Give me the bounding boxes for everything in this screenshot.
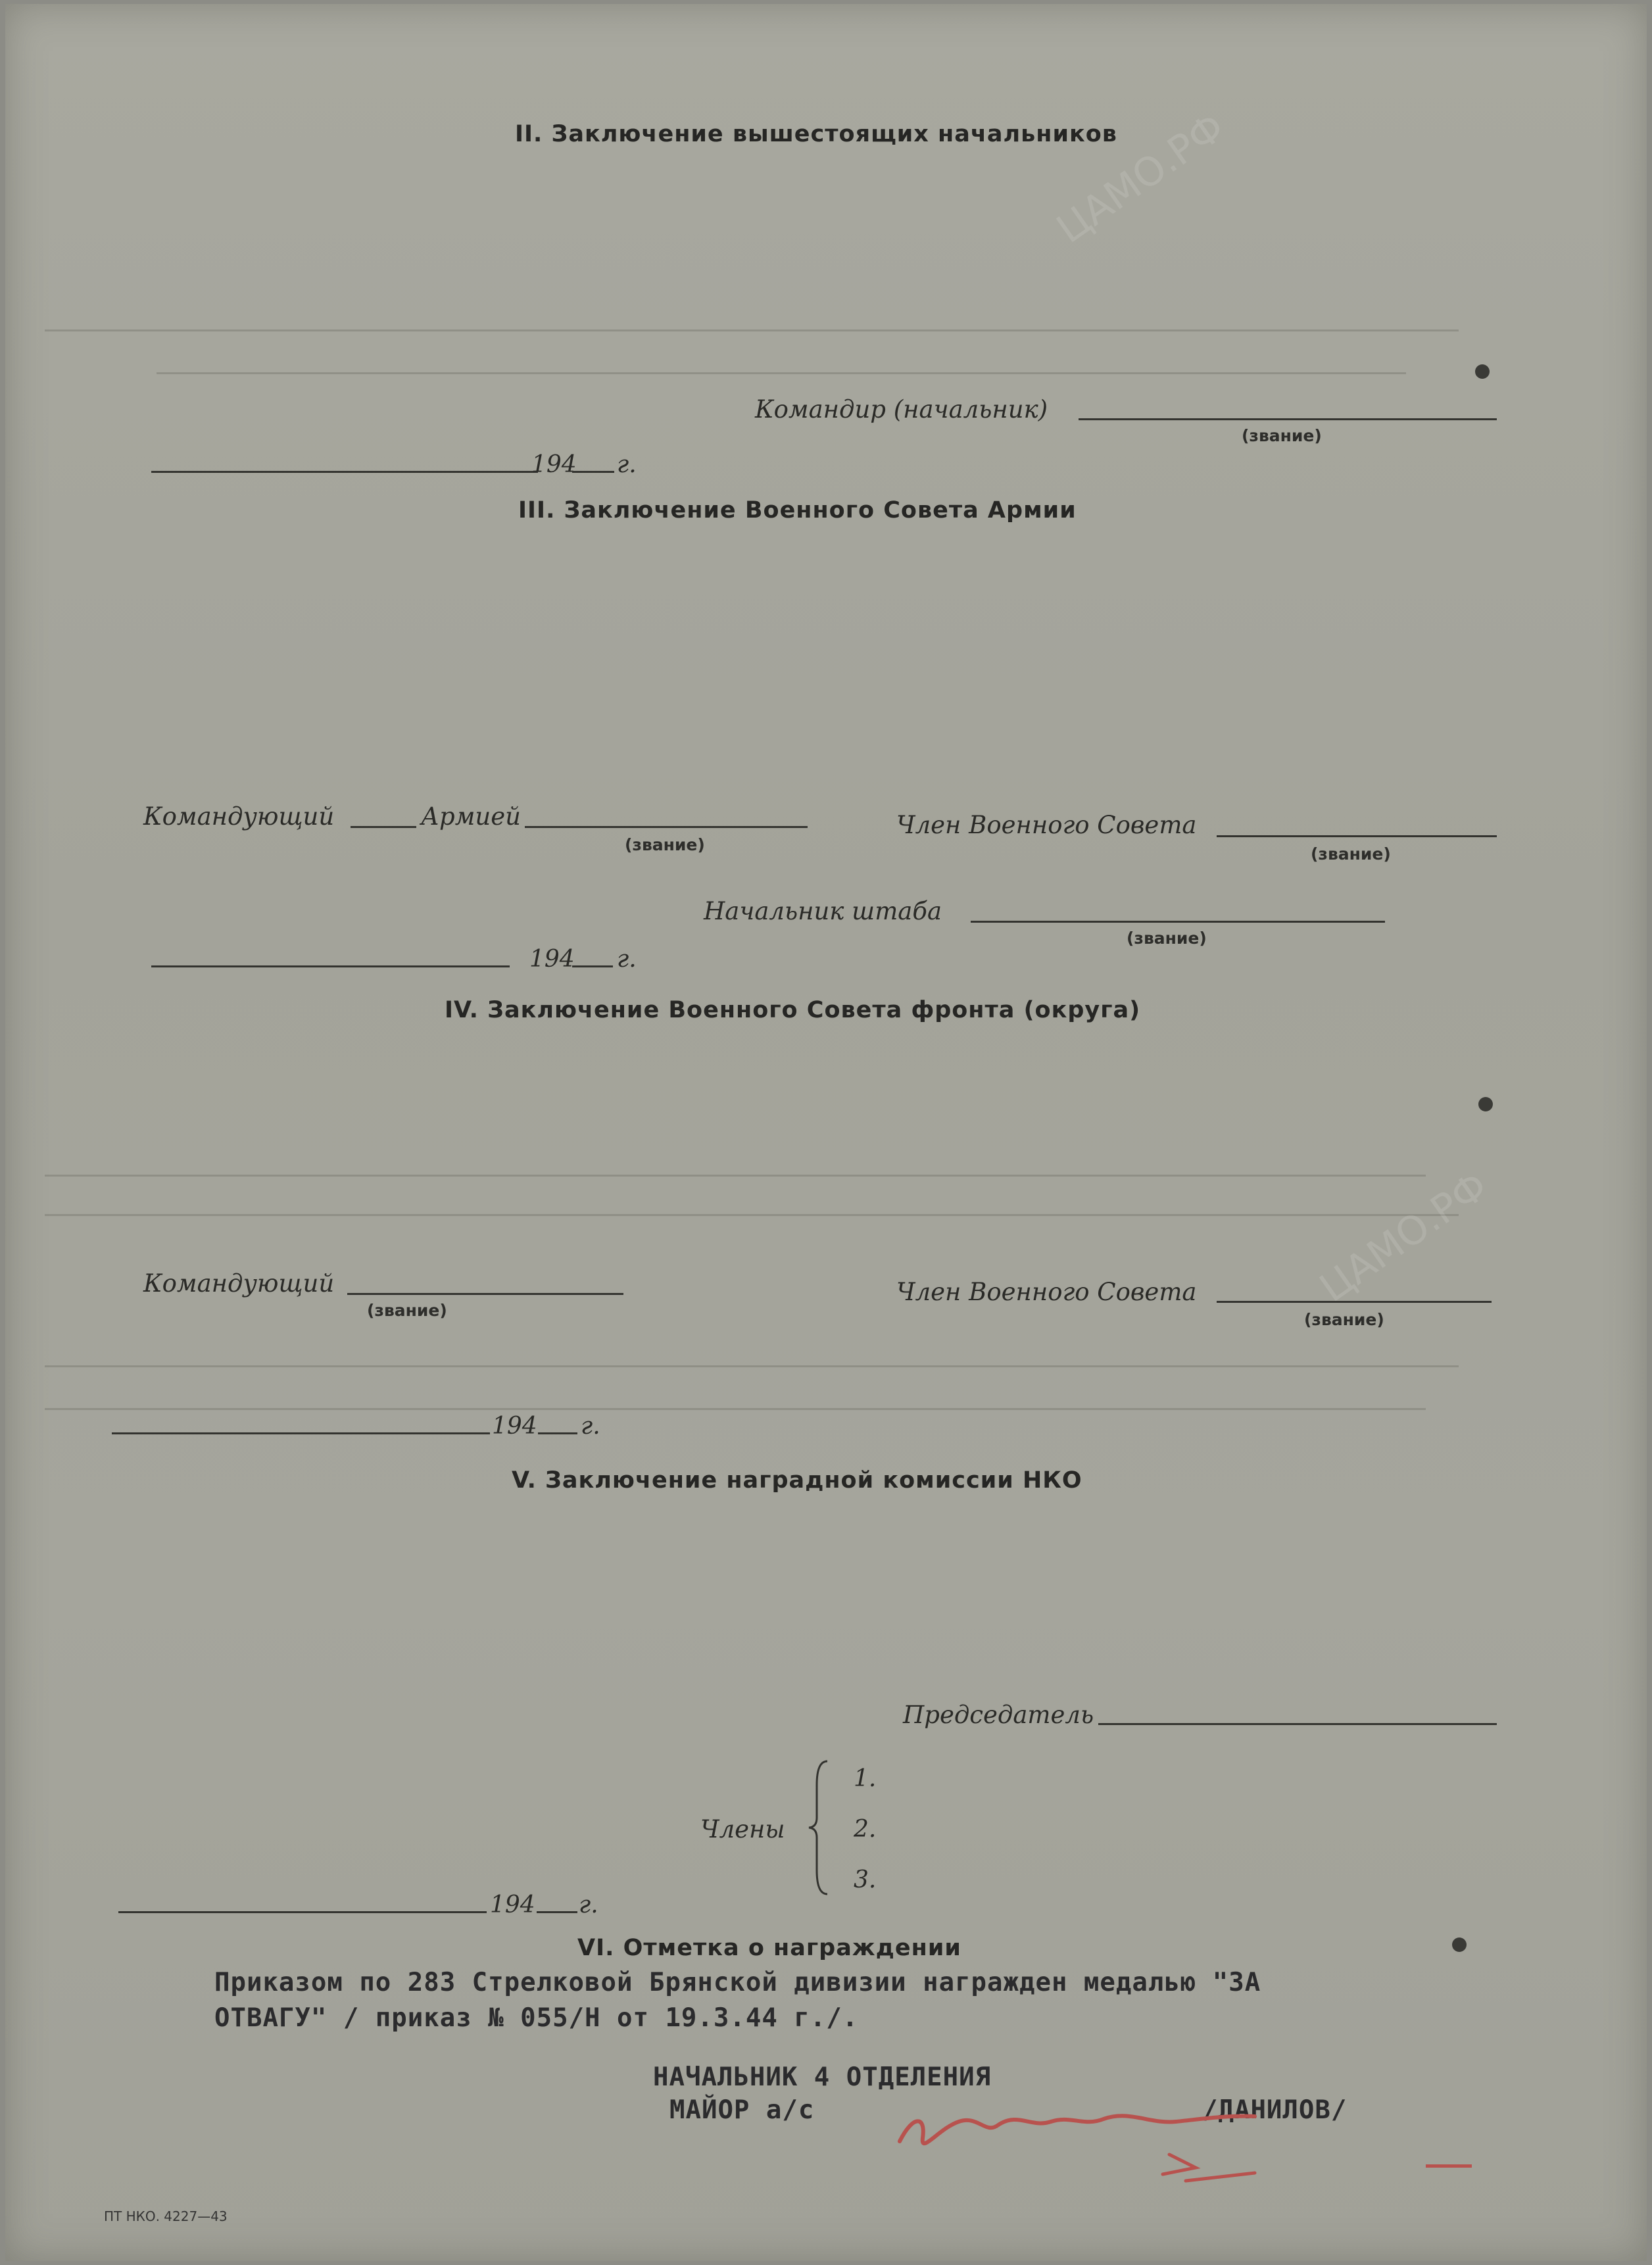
section-4-title: IV. Заключение Военного Совета фронта (округа) [445, 997, 1141, 1023]
rank-caption: (звание) [1127, 929, 1207, 948]
army-rank-line [525, 826, 808, 828]
front-commander-label: Командующий [143, 1269, 335, 1298]
date-year-suffix: г. [617, 451, 637, 478]
section-2-title: II. Заключение вышестоящих начальников [515, 121, 1117, 147]
date-line [151, 471, 538, 473]
chief-of-staff-line [971, 921, 1385, 923]
document-sheet [5, 4, 1647, 2261]
member-number: 3. [854, 1866, 877, 1893]
date-year: 194 [490, 1891, 535, 1918]
bleed-through [45, 1214, 1459, 1216]
officer-rank: МАЙОР а/с [669, 2095, 815, 2125]
military-council-label: Член Военного Совета [896, 811, 1197, 839]
section-6-title: VI. Отметка о награждении [577, 1935, 961, 1961]
chairman-label: Председатель [903, 1701, 1094, 1729]
rank-caption: (звание) [367, 1301, 447, 1320]
rank-caption: (звание) [1242, 426, 1322, 445]
date-line [112, 1432, 490, 1434]
bleed-through [45, 1175, 1426, 1177]
commander-label: Командир (начальник) [755, 395, 1048, 424]
handwritten-signature [887, 2076, 1294, 2201]
section-5-title: V. Заключение наградной комиссии НКО [512, 1467, 1082, 1494]
date-line-short [572, 471, 614, 473]
rank-caption: (звание) [625, 835, 705, 854]
date-year: 194 [531, 451, 577, 478]
rank-caption: (звание) [1304, 1310, 1384, 1329]
red-pencil-mark [1426, 2164, 1472, 2168]
front-commander-line [347, 1293, 623, 1295]
military-council-line [1217, 835, 1497, 837]
bleed-through [157, 372, 1406, 374]
staple-hole [1475, 364, 1490, 379]
chief-of-staff-label: Начальник штаба [704, 897, 942, 925]
rank-caption: (звание) [1311, 844, 1391, 864]
department-head-title: НАЧАЛЬНИК 4 ОТДЕЛЕНИЯ [653, 2062, 992, 2092]
date-line [151, 965, 510, 967]
member-number: 1. [854, 1765, 877, 1792]
bleed-through [45, 1365, 1459, 1367]
award-order-line-1: Приказом по 283 Стрелковой Брянской дивизии награжден медалью "ЗА [214, 1968, 1261, 1997]
watermark-text: ЦАМО.РФ [1311, 1163, 1497, 1311]
commander-line [1079, 418, 1497, 420]
date-year: 194 [529, 946, 575, 973]
watermark-text: ЦАМО.РФ [1048, 104, 1234, 253]
date-line-short [572, 965, 613, 967]
date-year-suffix: г. [581, 1413, 600, 1440]
date-year-suffix: г. [617, 946, 637, 973]
date-line-short [538, 1432, 577, 1434]
staple-hole [1478, 1097, 1493, 1111]
date-line [118, 1911, 487, 1913]
bleed-through [45, 329, 1459, 331]
members-brace [806, 1759, 833, 1897]
front-council-line [1217, 1301, 1492, 1303]
army-label: Армией [421, 802, 521, 831]
front-council-label: Член Военного Совета [896, 1278, 1197, 1306]
bleed-through [45, 1408, 1426, 1410]
date-year-suffix: г. [579, 1891, 598, 1918]
officer-name: /ДАНИЛОВ/ [1202, 2095, 1348, 2125]
section-3-title: III. Заключение Военного Совета Армии [518, 497, 1077, 524]
printer-imprint: ПТ НКО. 4227—43 [104, 2208, 228, 2224]
member-number: 2. [854, 1816, 877, 1843]
date-year: 194 [492, 1413, 537, 1440]
staple-hole [1452, 1937, 1467, 1952]
date-line-short [537, 1911, 577, 1913]
members-label: Члены [700, 1815, 785, 1843]
army-commander-line [351, 826, 416, 828]
award-order-line-2: ОТВАГУ" / приказ № 055/Н от 19.3.44 г./. [214, 2003, 859, 2033]
army-commander-label: Командующий [143, 802, 335, 831]
chairman-line [1098, 1723, 1497, 1725]
